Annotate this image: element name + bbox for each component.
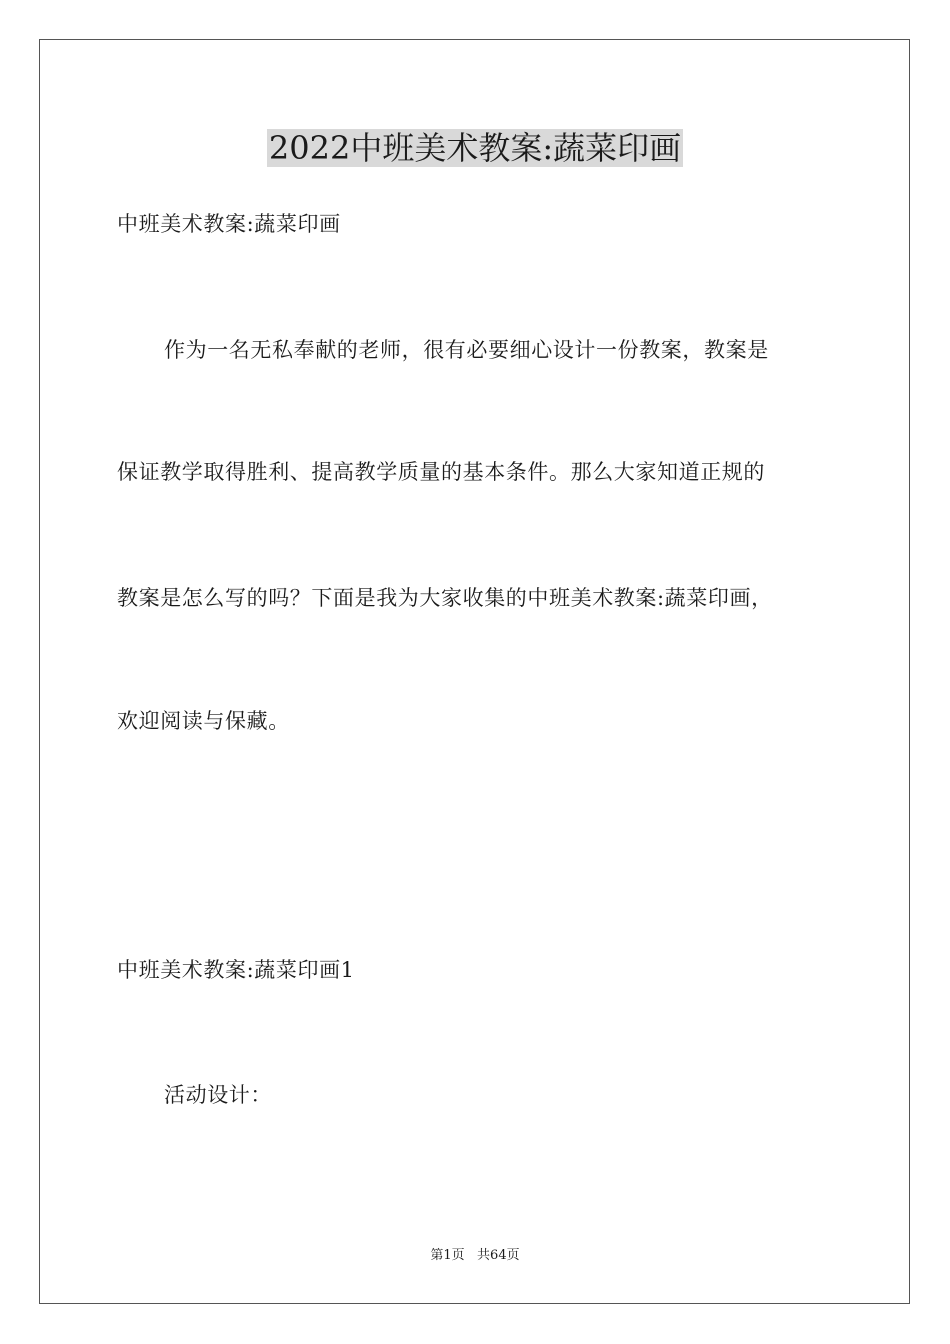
intro-paragraph-line-3: 教案是怎么写的吗？下面是我为大家收集的中班美术教案:蔬菜印画， <box>117 586 773 610</box>
document-subtitle: 中班美术教案:蔬菜印画 <box>117 212 341 236</box>
intro-paragraph-line-1: 作为一名无私奉献的老师，很有必要细心设计一份教案，教案是 <box>164 338 769 362</box>
section-heading: 中班美术教案:蔬菜印画1 <box>117 958 355 982</box>
activity-design-label: 活动设计： <box>164 1083 272 1107</box>
intro-paragraph-line-2: 保证教学取得胜利、提高教学质量的基本条件。那么大家知道正规的 <box>117 460 765 484</box>
page-number-footer: 第1页 共64页 <box>430 1248 520 1263</box>
document-title: 2022中班美术教案:蔬菜印画 <box>268 129 682 167</box>
intro-paragraph-line-4: 欢迎阅读与保藏。 <box>117 709 290 733</box>
